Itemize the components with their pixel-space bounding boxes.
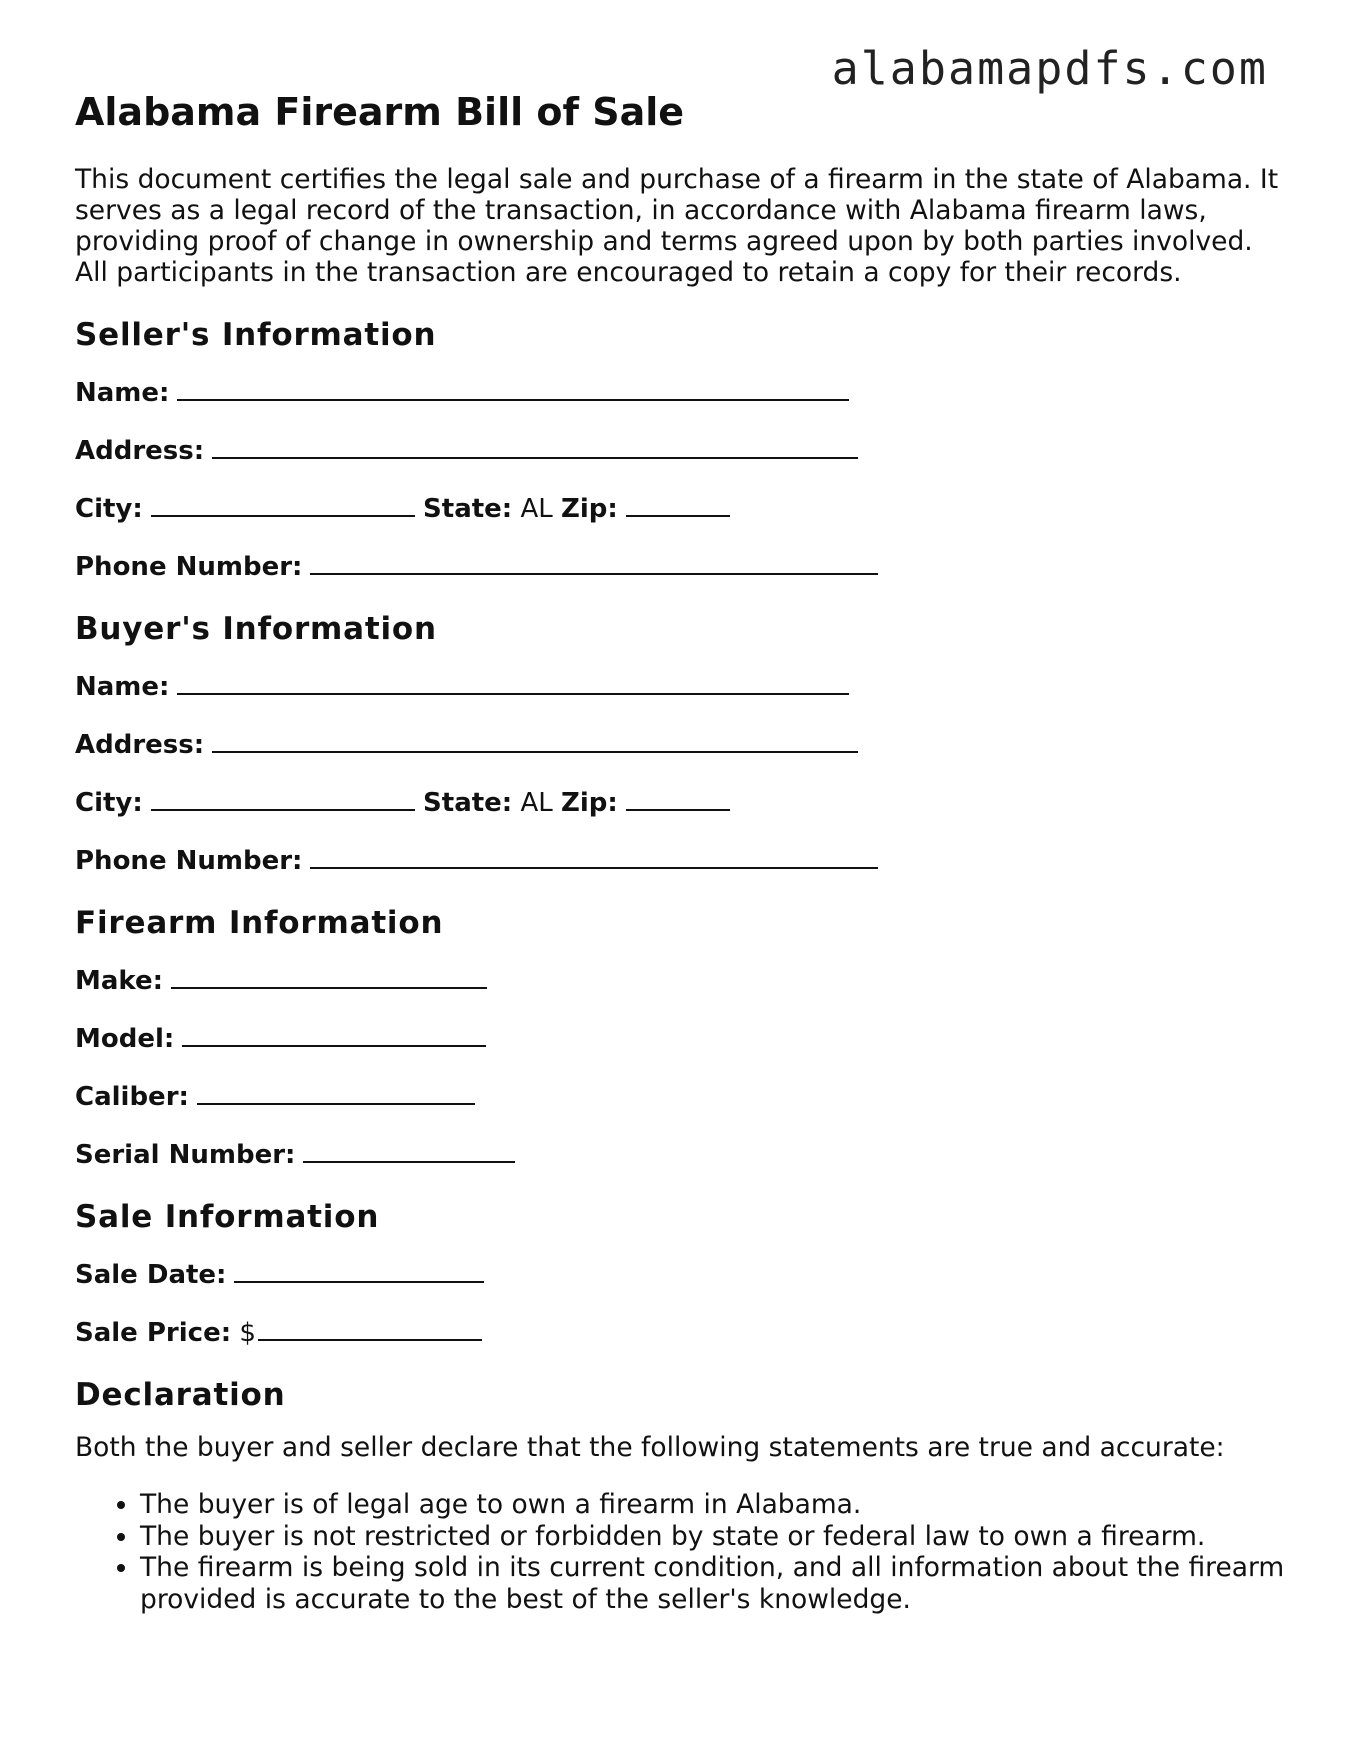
buyer-name-line[interactable] [177,673,849,695]
sale-price-field [75,1304,1285,1362]
seller-name-label: Name: [75,378,170,408]
sale-date-field [75,1246,1285,1304]
buyer-phone-label: Phone Number: [75,846,303,876]
firearm-make-line[interactable] [171,967,487,989]
buyer-phone-field [75,832,1285,890]
seller-address-line[interactable] [212,437,858,459]
declaration-item: • The buyer is not restricted or forbidden by state or federal law to own a firearm. [140,1521,1290,1553]
watermark: alabamapdfs.com [831,42,1268,95]
seller-phone-label: Phone Number: [75,552,303,582]
seller-section [75,312,1285,596]
seller-heading: Seller's Information [75,317,437,353]
firearm-serial-field [75,1126,1285,1184]
declaration-text: Both the buyer and seller declare that the following statements are true and accurate: [75,1432,1225,1463]
declaration-item: • The firearm is being sold in its current condition, and all information about the firearm provided is accurate to the best of the seller's knowledge. [140,1552,1290,1615]
seller-name-field [75,364,1285,422]
seller-state-value: AL [520,494,553,524]
firearm-section [75,900,1285,1184]
seller-address-field [75,422,1285,480]
seller-phone-line[interactable] [310,553,878,575]
buyer-state-label: State: [423,788,513,818]
declaration-list [75,1489,1290,1615]
intro-paragraph: This document certifies the legal sale and purchase of a firearm in the state of Alabama. It serves as a legal record of the transaction, in accordance with Alabama firearm laws, providing proof of change in ownership and terms agreed upon by both parties involved. All participants in the transaction are encouraged to retain a copy for their records. [75,164,1279,288]
seller-zip-line[interactable] [626,495,730,517]
buyer-zip-label: Zip: [561,788,618,818]
buyer-zip-line[interactable] [626,789,730,811]
declaration-heading: Declaration [75,1377,286,1413]
seller-city-state-zip-field [75,480,1285,538]
firearm-make-label: Make: [75,966,164,996]
buyer-phone-line[interactable] [310,847,878,869]
buyer-address-line[interactable] [212,731,858,753]
firearm-heading: Firearm Information [75,905,444,941]
buyer-name-label: Name: [75,672,170,702]
firearm-serial-line[interactable] [303,1141,515,1163]
buyer-name-field [75,658,1285,716]
seller-state-label: State: [423,494,513,524]
sale-section [75,1194,1285,1362]
seller-city-label: City: [75,494,143,524]
sale-price-line[interactable] [258,1319,482,1341]
firearm-make-field [75,952,1285,1010]
firearm-model-field [75,1010,1285,1068]
page-title: Alabama Firearm Bill of Sale [75,90,685,134]
document-page [75,90,1285,1615]
firearm-model-label: Model: [75,1024,175,1054]
seller-city-line[interactable] [151,495,415,517]
seller-zip-label: Zip: [561,494,618,524]
seller-name-line[interactable] [177,379,849,401]
buyer-city-state-zip-field [75,774,1285,832]
buyer-city-label: City: [75,788,143,818]
buyer-city-line[interactable] [151,789,415,811]
declaration-item: • The buyer is of legal age to own a firearm in Alabama. [140,1489,1290,1521]
firearm-caliber-label: Caliber: [75,1082,189,1112]
seller-phone-field [75,538,1285,596]
currency-symbol: $ [239,1318,256,1348]
firearm-serial-label: Serial Number: [75,1140,296,1170]
seller-address-label: Address: [75,436,205,466]
firearm-model-line[interactable] [182,1025,486,1047]
buyer-address-label: Address: [75,730,205,760]
buyer-address-field [75,716,1285,774]
sale-price-label: Sale Price: [75,1318,232,1348]
buyer-state-value: AL [520,788,553,818]
sale-date-line[interactable] [234,1261,484,1283]
sale-date-label: Sale Date: [75,1260,227,1290]
declaration-section [75,1372,1285,1615]
firearm-caliber-line[interactable] [197,1083,475,1105]
buyer-heading: Buyer's Information [75,611,437,647]
sale-heading: Sale Information [75,1199,380,1235]
firearm-caliber-field [75,1068,1285,1126]
buyer-section [75,606,1285,890]
